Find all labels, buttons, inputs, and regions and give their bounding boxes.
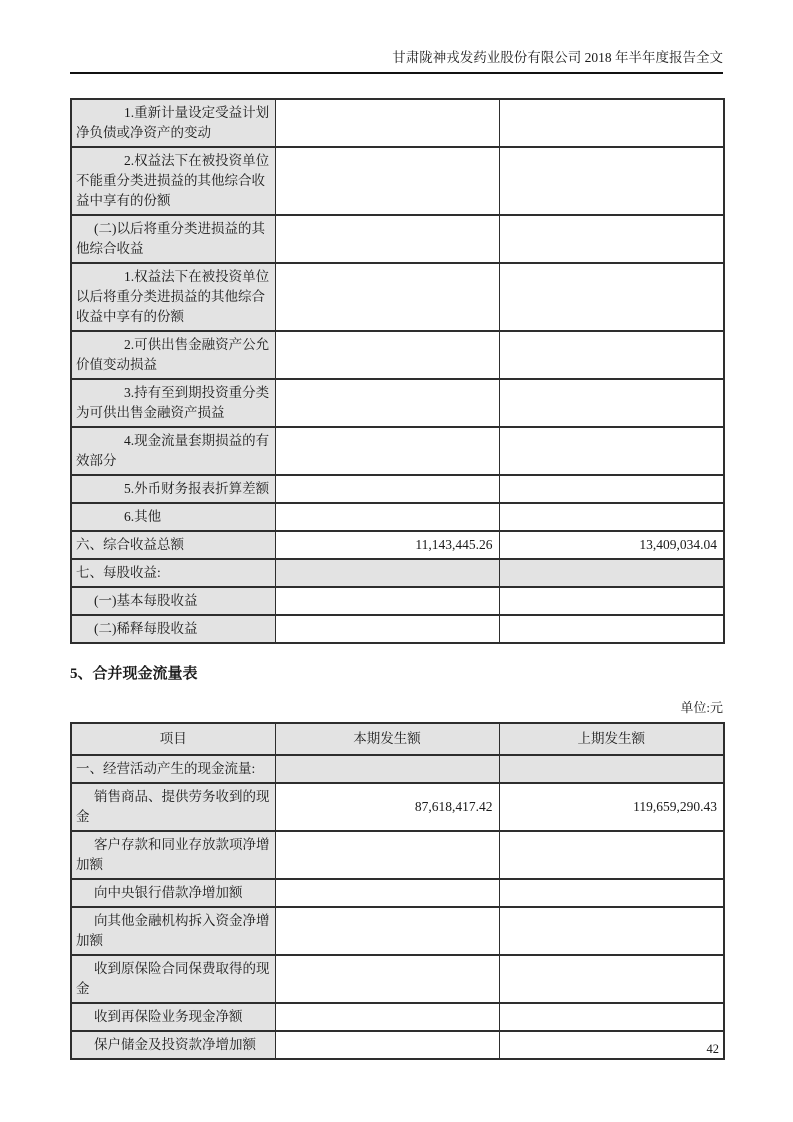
table-row (71, 215, 724, 263)
table-row (71, 379, 724, 427)
row-current-value-cell (275, 831, 499, 879)
row-current-value-cell (275, 955, 499, 1003)
table-row (71, 907, 724, 955)
row-item-cell: 向其他金融机构拆入资金净增加额 (71, 907, 275, 955)
table-row (71, 1003, 724, 1031)
row-item-cell: 收到再保险业务现金净额 (71, 1003, 275, 1031)
row-prior-value-cell (499, 503, 724, 531)
cash-flow-table (70, 722, 725, 1060)
row-prior-value-cell: 13,409,034.04 (499, 531, 724, 559)
table-row (71, 755, 724, 783)
table-row (71, 879, 724, 907)
comprehensive-income-table (70, 98, 725, 644)
cash-flow-table-body (71, 755, 724, 1059)
row-prior-value-cell (499, 331, 724, 379)
unit-label: 单位:元 (680, 700, 723, 715)
row-prior-value-cell (499, 831, 724, 879)
row-prior-value-cell (499, 215, 724, 263)
row-current-value-cell (275, 99, 499, 147)
table-row (71, 475, 724, 503)
row-current-value-cell (275, 263, 499, 331)
table-row (71, 147, 724, 215)
table-row (71, 831, 724, 879)
column-header-item: 项目 (71, 723, 275, 755)
row-current-value-cell (275, 427, 499, 475)
row-item-cell: 销售商品、提供劳务收到的现金 (71, 783, 275, 831)
row-current-value-cell (275, 587, 499, 615)
row-current-value-cell (275, 1003, 499, 1031)
section-heading-cash-flow: 5、合并现金流量表 (70, 666, 198, 682)
row-prior-value-cell (499, 1031, 724, 1059)
row-item-cell: 七、每股收益: (71, 559, 275, 587)
row-current-value-cell (275, 615, 499, 643)
row-current-value-cell (275, 879, 499, 907)
row-item-cell: 6.其他 (71, 503, 275, 531)
row-item-cell: 2.可供出售金融资产公允价值变动损益 (71, 331, 275, 379)
row-item-cell: 收到原保险合同保费取得的现金 (71, 955, 275, 1003)
row-prior-value-cell: 119,659,290.43 (499, 783, 724, 831)
page-number: 42 (706, 1042, 719, 1056)
row-item-cell: (一)基本每股收益 (71, 587, 275, 615)
row-prior-value-cell (499, 263, 724, 331)
row-current-value-cell (275, 755, 499, 783)
income-table-body (71, 99, 724, 643)
row-item-cell: 4.现金流量套期损益的有效部分 (71, 427, 275, 475)
table-row (71, 615, 724, 643)
row-current-value-cell (275, 503, 499, 531)
table-row (71, 783, 724, 831)
table-row (71, 503, 724, 531)
row-item-cell: 2.权益法下在被投资单位不能重分类进损益的其他综合收益中享有的份额 (71, 147, 275, 215)
row-item-cell: 5.外币财务报表折算差额 (71, 475, 275, 503)
page-header (70, 0, 723, 74)
row-prior-value-cell (499, 147, 724, 215)
row-current-value-cell (275, 215, 499, 263)
row-current-value-cell (275, 379, 499, 427)
row-current-value-cell (275, 907, 499, 955)
row-item-cell: 一、经营活动产生的现金流量: (71, 755, 275, 783)
row-item-cell: 六、综合收益总额 (71, 531, 275, 559)
row-current-value-cell: 87,618,417.42 (275, 783, 499, 831)
row-current-value-cell (275, 147, 499, 215)
table-row (71, 531, 724, 559)
row-item-cell: 保户储金及投资款净增加额 (71, 1031, 275, 1059)
row-prior-value-cell (499, 879, 724, 907)
table-row (71, 331, 724, 379)
row-prior-value-cell (499, 1003, 724, 1031)
row-item-cell: 1.权益法下在被投资单位以后将重分类进损益的其他综合收益中享有的份额 (71, 263, 275, 331)
row-current-value-cell: 11,143,445.26 (275, 531, 499, 559)
row-current-value-cell (275, 331, 499, 379)
column-header-prior-period: 上期发生额 (499, 723, 724, 755)
row-item-cell: 3.持有至到期投资重分类为可供出售金融资产损益 (71, 379, 275, 427)
row-current-value-cell (275, 1031, 499, 1059)
row-prior-value-cell (499, 379, 724, 427)
cash-flow-header-row (71, 723, 724, 755)
row-prior-value-cell (499, 907, 724, 955)
table-row (71, 559, 724, 587)
row-current-value-cell (275, 559, 499, 587)
row-prior-value-cell (499, 99, 724, 147)
row-prior-value-cell (499, 955, 724, 1003)
column-header-current-period: 本期发生额 (275, 723, 499, 755)
row-prior-value-cell (499, 587, 724, 615)
row-item-cell: 客户存款和同业存放款项净增加额 (71, 831, 275, 879)
table-row (71, 587, 724, 615)
report-title: 甘肃陇神戎发药业股份有限公司 2018 年半年度报告全文 (392, 50, 723, 65)
row-item-cell: 向中央银行借款净增加额 (71, 879, 275, 907)
row-item-cell: 1.重新计量设定受益计划净负债或净资产的变动 (71, 99, 275, 147)
row-prior-value-cell (499, 755, 724, 783)
table-row (71, 1031, 724, 1059)
table-row (71, 99, 724, 147)
table-row (71, 955, 724, 1003)
table-row (71, 427, 724, 475)
row-prior-value-cell (499, 475, 724, 503)
row-current-value-cell (275, 475, 499, 503)
table-row (71, 263, 724, 331)
row-item-cell: (二)稀释每股收益 (71, 615, 275, 643)
row-prior-value-cell (499, 427, 724, 475)
row-item-cell: (二)以后将重分类进损益的其他综合收益 (71, 215, 275, 263)
row-prior-value-cell (499, 559, 724, 587)
row-prior-value-cell (499, 615, 724, 643)
